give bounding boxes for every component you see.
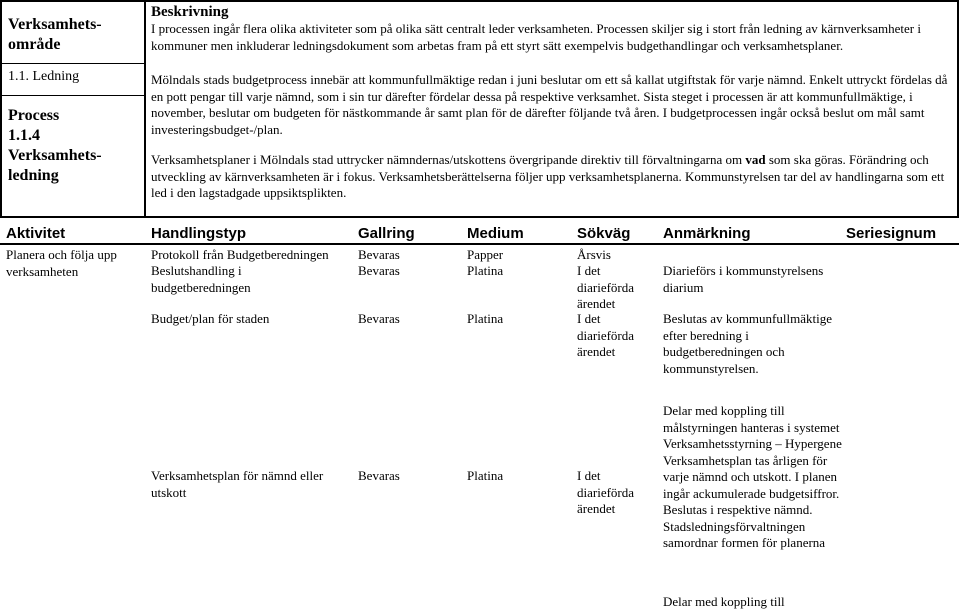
row-0-sokvag: Årsvis [577,247,611,262]
row-1-type: Beslutshandling i budgetberedningen [151,263,251,295]
description [151,3,951,202]
area-divider [0,63,146,64]
row-1-anmarkning: Diarieförs i kommunstyrelsens diarium [663,263,824,295]
row-3-gallring: Bevaras [358,468,400,483]
row-2-anmarkning: Beslutas av kommunfullmäktige efter beredning i budgetberedningen och kommunstyrelsen. [663,311,832,376]
border-left [0,0,2,218]
process-label: Process 1.1.4 Verksamhets- ledning [8,107,102,184]
area-label: Verksamhets- område [8,16,102,53]
description-intro: I processen ingår flera olika aktiviteter som på olika sätt centralt leder verksamheten. Processen skiljer sig i stort från ledning av kärnverksamheter i kommuner men inkluderar ledningsdokument som arbetas fram på ett styrt sätt exempelvis budgethandlingar och verksamhetsplaner. [151,21,921,53]
header-divider [144,0,146,218]
description-para-2: Verksamhetsplaner i Mölndals stad uttrycker nämndernas/utskottens övergripande direktiv till förvaltningarna om vad som ska göras. Förändring och utveckling av kärnverksamheten är i fokus. Verksamhetsberättelserna följer upp verksamhetsplanerna. Kommunstyrelsen tar del av handlingarna som ett led i den lagstadgade uppsiktsplikten. [151,152,945,200]
header-bottom [0,216,959,218]
row-2-sokvag: I det diarieförda ärendet [577,311,635,359]
col-header-seriesignum: Seriesignum [846,225,937,242]
description-title: Beskrivning [151,4,229,20]
row-2-gallring: Bevaras [358,311,400,326]
area-value: 1.1. Ledning [8,69,80,84]
col-header-aktivitet: Aktivitet [6,225,66,242]
row-0-type: Protokoll från Budgetberedningen [151,247,329,262]
col-header-gallring: Gallring [358,225,415,242]
row-3-sokvag: I det diarieförda ärendet [577,468,635,516]
process-divider [0,95,146,96]
row-1-sokvag: I det diarieförda ärendet [577,263,635,311]
col-header-sokvag: Sökväg [577,225,631,242]
row-0-medium: Papper [467,247,504,262]
row-3-type: Verksamhetsplan för nämnd eller utskott [151,468,324,500]
row-3-anmarkning: Delar med koppling till målstyrningen hanteras i systemet Verksamhetsstyrning – Hypergene Verksamhetsplan tas årligen för varje nämnd och utskott. I planen ingår ackumulerade budgetsiffror. Beslutas i respektive nämnd. Stadsledningsförvaltningen samordnar formen för planerna [663,403,842,550]
row-1-gallring: Bevaras [358,263,400,278]
col-header-anmarkning: Anmärkning [663,225,751,242]
col-header-handlingstyp: Handlingstyp [151,225,247,242]
row-0-gallring: Bevaras [358,247,400,262]
row-3-medium: Platina [467,468,504,483]
row-1-medium: Platina [467,263,504,278]
activity-cell: Planera och följa upp verksamheten [6,247,117,279]
col-header-medium: Medium [467,225,524,242]
description-para-1: Mölndals stads budgetprocess innebär att kommunfullmäktige redan i juni beslutar om ett så kallat utgiftstak för varje nämnd. Enkelt uttryckt fördelas då en pott pengar till varje nämnd, som i sin tur därefter fördelar dessa på respektive verksamhet. Sista steget i processen är att kommunfullmäktige, i november, beslutar om budgeten för nästkommande år samt plan för de därefter följande två åren. I budgetprocessen ingår också beslut om mål samt investeringsbudget-/plan. [151,72,948,137]
row-4-anmarkning: Delar med koppling till [663,594,785,609]
row-2-medium: Platina [467,311,504,326]
row-2-type: Budget/plan för staden [151,311,270,326]
